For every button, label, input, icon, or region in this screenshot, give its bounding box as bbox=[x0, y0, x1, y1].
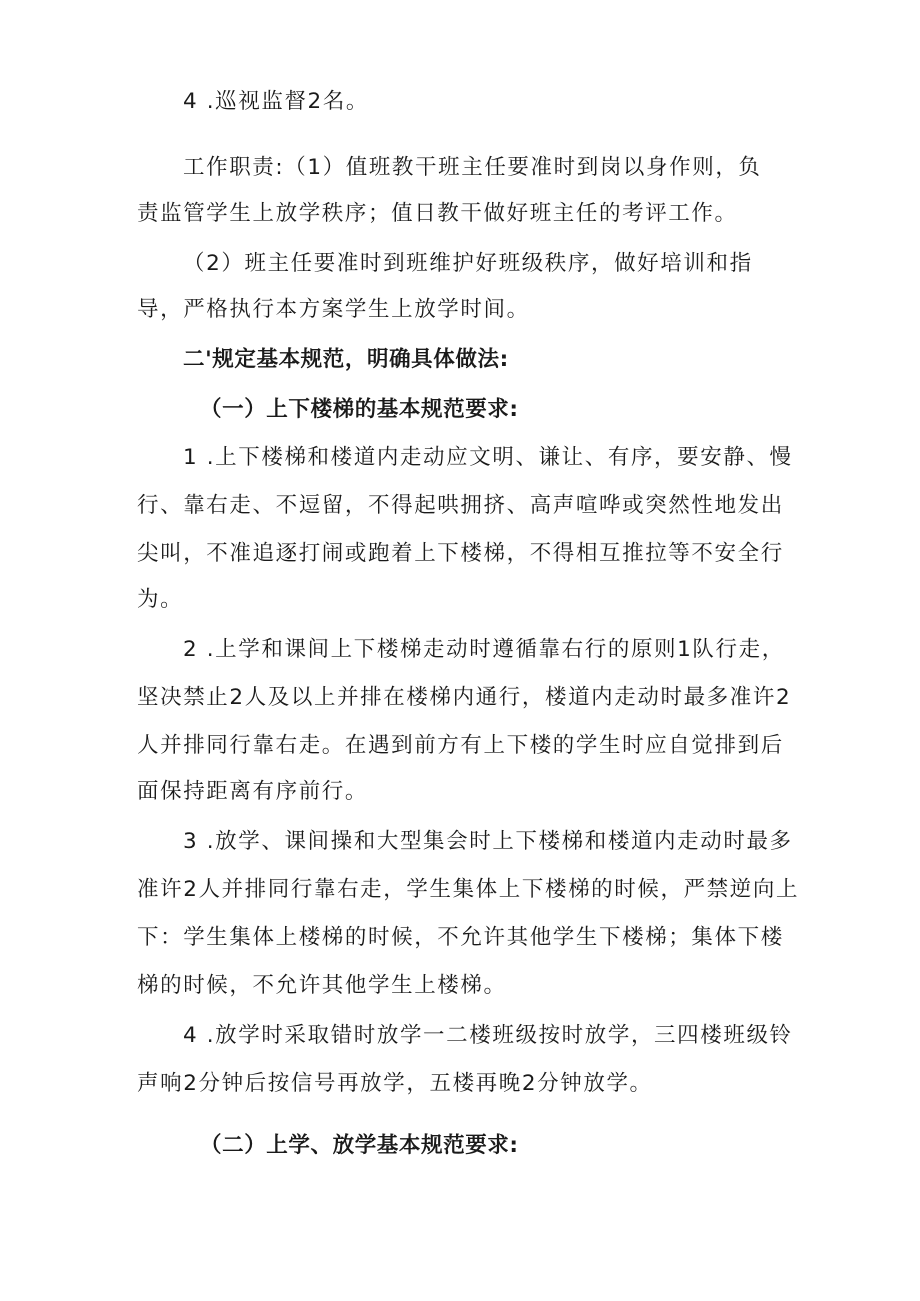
text-line: （一）上下楼梯的基本规范要求: bbox=[200, 397, 519, 422]
text-line: （2）班主任要准时到班维护好班级秩序，做好培训和指 bbox=[183, 251, 753, 276]
text-line: 二'规定基本规范，明确具体做法: bbox=[183, 347, 509, 372]
text-line: 准许2人并排同行靠右走，学生集体上下楼梯的时候，严禁逆向上 bbox=[137, 877, 800, 902]
text-line: 坚决禁止2人及以上并排在楼梯内通行，楼道内走动时最多准许2 bbox=[137, 685, 792, 710]
text-line: 2 .上学和课间上下楼梯走动时遵循靠右行的原则1队行走， bbox=[183, 637, 785, 662]
text-line: 人并排同行靠右走。在遇到前方有上下楼的学生时应自觉排到后 bbox=[137, 733, 784, 758]
text-line: 声响2分钟后按信号再放学，五楼再晚2分钟放学。 bbox=[137, 1071, 653, 1096]
text-line: 4 .巡视监督2名。 bbox=[183, 89, 370, 114]
text-line: 4 .放学时采取错时放学一二楼班级按时放学，三四楼班级铃 bbox=[183, 1023, 793, 1048]
text-line: 导，严格执行本方案学生上放学时间。 bbox=[137, 297, 530, 322]
text-line: 下：学生集体上楼梯的时候，不允许其他学生下楼梯；集体下楼 bbox=[137, 925, 784, 950]
text-line: 面保持距离有序前行。 bbox=[137, 779, 369, 804]
text-line: 为。 bbox=[137, 587, 184, 612]
text-line: 行、靠右走、不逗留，不得起哄拥挤、高声喧哗或突然性地发出 bbox=[137, 493, 784, 518]
text-line: 责监管学生上放学秩序；值日教干做好班主任的考评工作。 bbox=[137, 201, 738, 226]
text-line: 3 .放学、课间操和大型集会时上下楼梯和楼道内走动时最多 bbox=[183, 829, 793, 854]
text-line: （二）上学、放学基本规范要求: bbox=[200, 1133, 519, 1158]
text-line: 工作职责:（1）值班教干班主任要准时到岗以身作则，负 bbox=[183, 155, 762, 180]
text-line: 1 .上下楼梯和楼道内走动应文明、谦让、有序，要安静、慢 bbox=[183, 445, 793, 470]
text-line: 梯的时候，不允许其他学生上楼梯。 bbox=[137, 973, 507, 998]
text-line: 尖叫，不准追逐打闹或跑着上下楼梯，不得相互推拉等不安全行 bbox=[137, 541, 784, 566]
